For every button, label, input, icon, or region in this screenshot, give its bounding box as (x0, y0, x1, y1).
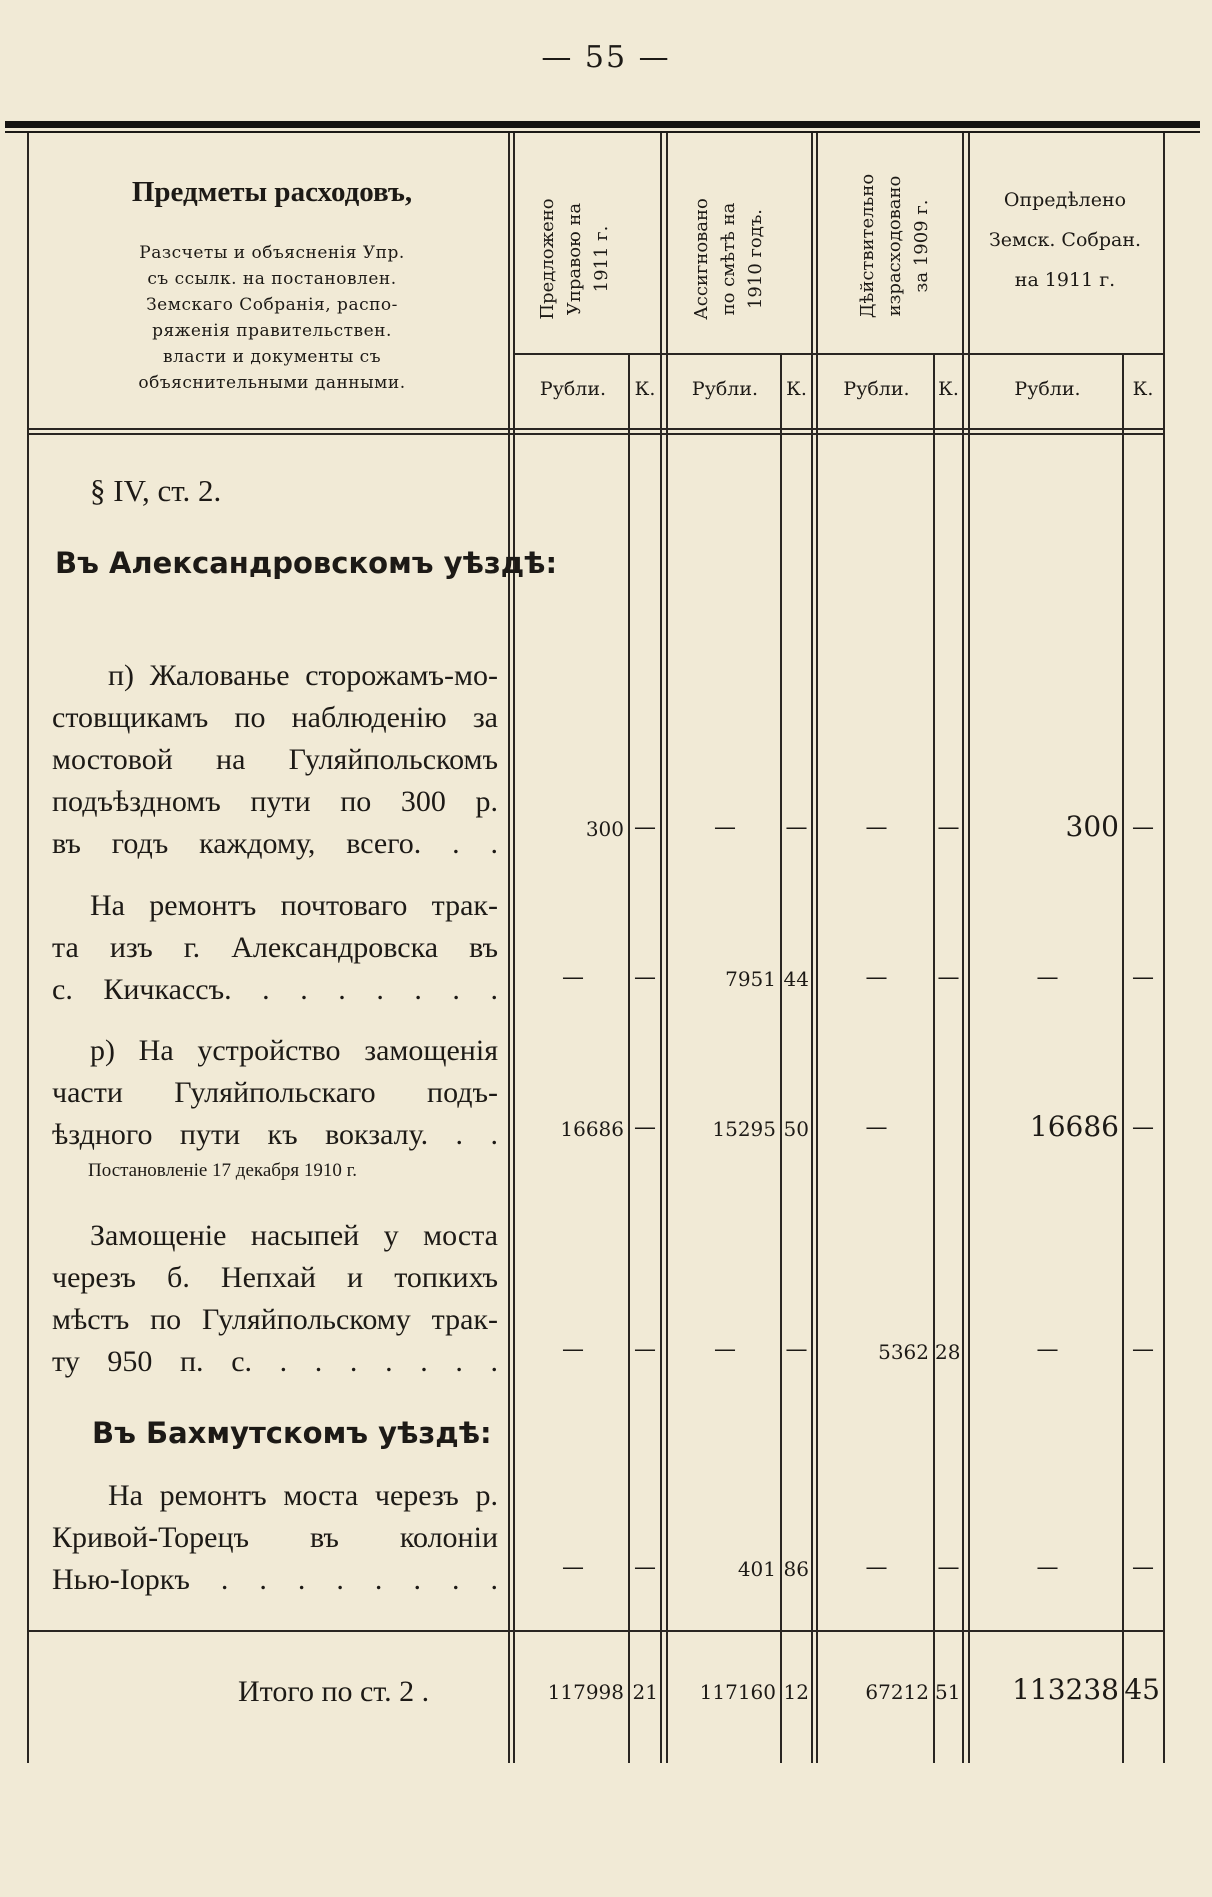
dash-cell: — (1036, 1337, 1059, 1362)
value-cell: 16686 (560, 1117, 624, 1141)
header-bottom-rule-2 (27, 433, 1163, 435)
total-value: 21 (632, 1680, 658, 1704)
dash-cell: — (562, 965, 584, 990)
column-header-proposed: Предложено Управою на 1911 г. (537, 198, 612, 320)
left-border (27, 133, 29, 1763)
dash-cell: — (634, 815, 656, 840)
col-divider (508, 133, 510, 1763)
col-divider (811, 133, 813, 1763)
unit-rubles: Рубли. (1014, 378, 1081, 400)
col-divider (968, 133, 970, 1763)
dash-cell: — (865, 965, 888, 990)
col-divider (513, 133, 515, 1763)
dash-cell: — (865, 1115, 888, 1140)
dash-cell: — (785, 815, 808, 840)
total-value: 113238 (1012, 1673, 1119, 1706)
col-divider (816, 133, 818, 1763)
column-header-determined: Опредѣлено Земск. Собран. на 1911 г. (988, 189, 1142, 291)
value-cell: 50 (783, 1117, 809, 1141)
header-bottom-rule (27, 428, 1163, 430)
dash-cell: — (1132, 1115, 1154, 1140)
col-divider (780, 355, 782, 1763)
column-header-assigned: Ассигновано по смѣтѣ на 1910 годъ. (691, 198, 766, 320)
dash-cell: — (1132, 815, 1154, 840)
dash-cell: — (1036, 1555, 1059, 1580)
dash-cell: — (562, 1555, 584, 1580)
value-cell: 7951 (725, 967, 776, 991)
dash-cell: — (562, 1337, 584, 1362)
dash-cell: — (865, 815, 888, 840)
unit-kop: К. (634, 378, 656, 400)
dash-cell: — (714, 815, 736, 840)
top-rule-thin (5, 131, 1200, 133)
dash-cell: — (634, 1115, 656, 1140)
column-title-items: Предметы расходовъ, (131, 176, 413, 208)
value-cell: 300 (1065, 810, 1119, 843)
total-value: 67212 (865, 1680, 929, 1704)
top-rule (5, 121, 1200, 128)
dash-cell: — (1132, 1337, 1154, 1362)
col-divider (1122, 355, 1124, 1763)
unit-kop: К. (1132, 378, 1154, 400)
column-header-spent: Дѣйствительно израсходовано за 1909 г. (857, 173, 932, 319)
resolution-note: Постановленіе 17 декабря 1910 г. (88, 1160, 358, 1181)
dash-cell: — (714, 1337, 736, 1362)
value-cell: 5362 (878, 1340, 929, 1364)
right-border (1163, 133, 1165, 1763)
dash-cell: — (937, 815, 960, 840)
total-value: 45 (1124, 1673, 1160, 1706)
col-divider (628, 355, 630, 1763)
col-divider (933, 355, 935, 1763)
dash-cell: — (865, 1555, 888, 1580)
value-cell: 300 (585, 817, 624, 841)
total-value: 117160 (699, 1680, 776, 1704)
value-cell: 401 (737, 1557, 776, 1581)
value-cell: 28 (935, 1340, 961, 1364)
dash-cell: — (634, 965, 656, 990)
section-heading: § IV, ст. 2. (90, 473, 222, 508)
total-label: Итого по ст. 2 . (238, 1675, 430, 1708)
value-cell: 44 (783, 967, 809, 991)
district-heading: Въ Бахмутскомъ уѣздѣ: (92, 1416, 492, 1450)
dash-cell: — (785, 1337, 808, 1362)
unit-kop: К. (786, 378, 807, 400)
unit-rubles: Рубли. (539, 378, 607, 400)
district-heading: Въ Александровскомъ уѣздѣ: (55, 546, 558, 580)
unit-rubles: Рубли. (691, 378, 759, 400)
dash-cell: — (1132, 1555, 1154, 1580)
unit-rubles: Рубли. (843, 378, 910, 400)
col-divider (962, 133, 964, 1763)
dash-cell: — (937, 1555, 960, 1580)
col-divider (660, 133, 662, 1763)
total-rule (27, 1630, 1163, 1632)
dash-cell: — (634, 1337, 656, 1362)
dash-cell: — (634, 1555, 656, 1580)
col-divider (666, 133, 668, 1763)
value-cell: 16686 (1029, 1110, 1119, 1143)
page-number: — 55 — (541, 40, 671, 75)
total-value: 51 (935, 1680, 961, 1704)
value-cell: 15295 (712, 1117, 776, 1141)
unit-kop: К. (938, 378, 959, 400)
total-value: 12 (783, 1680, 809, 1704)
dash-cell: — (1036, 965, 1059, 990)
total-value: 117998 (547, 1680, 624, 1704)
value-cell: 86 (783, 1557, 809, 1581)
dash-cell: — (1132, 965, 1154, 990)
dash-cell: — (937, 965, 960, 990)
column-description: Разсчеты и объясненія Упр. съ ссылк. на постановлен. Земскаго Собранія, распо- ряженія правительствен. власти и документы съ объяснительными данными. (138, 243, 406, 393)
